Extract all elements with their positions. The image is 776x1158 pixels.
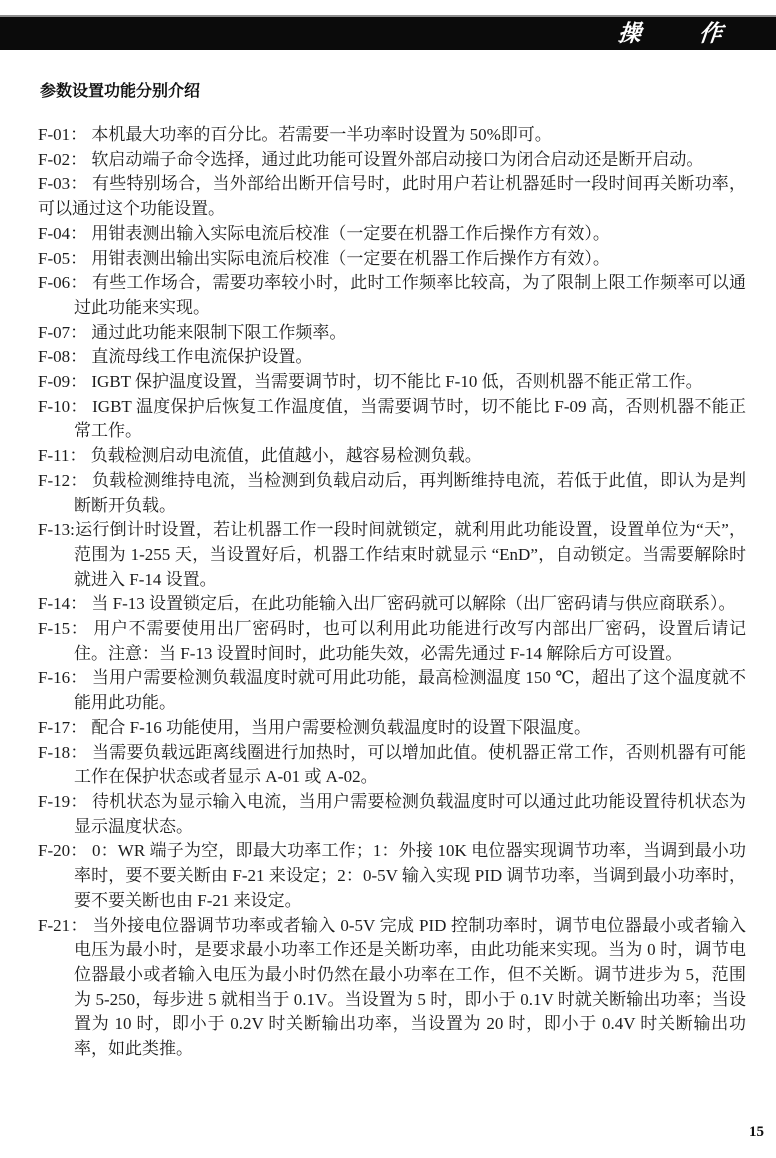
param-text: 0：WR 端子为空，即最大功率工作；1：外接 10K 电位器实现调节功率，当调到最小功率时，要不要关断由 F-21 来设定；2：0-5V 输入实现 PID 调节功率，当调到最小功率时，要不要关断也由 F-21 来设定。 [74, 841, 746, 910]
param-id: F-17： [38, 717, 88, 737]
header-char-zuo: 作 [697, 20, 724, 46]
param-id: F-16： [38, 668, 88, 688]
param-item-f19 [38, 790, 746, 839]
param-text: 当需要负载远距离线圈进行加热时，可以增加此值。使机器正常工作，否则机器有可能工作在保护状态或者显示 A-01 或 A-02。 [74, 742, 747, 787]
param-id: F-12： [38, 470, 88, 490]
parameter-list [38, 123, 746, 1062]
param-text: 通过此功能来限制下限工作频率。 [91, 322, 347, 342]
param-text: 负载检测维持电流，当检测到负载启动后，再判断维持电流，若低于此值，即认为是判断断开负载。 [74, 470, 747, 515]
param-item-f16 [38, 666, 746, 715]
param-id: F-08： [38, 347, 88, 367]
param-id: F-21： [38, 915, 88, 935]
param-text: 配合 F-16 功能使用，当用户需要检测负载温度时的设置下限温度。 [91, 717, 591, 737]
header-bar [0, 17, 776, 50]
param-text: 运行倒计时设置，若让机器工作一段时间就锁定，就利用此功能设置，设置单位为“天”，范围为 1-255 天，当设置好后，机器工作结束时就显示 “EnD”，自动锁定。当需要解除时就进入 F-14 设置。 [74, 520, 746, 589]
param-id: F-18： [38, 742, 88, 762]
param-id: F-04： [38, 223, 88, 243]
param-id: F-03： [38, 174, 88, 194]
page-title: 参数设置功能分别介绍 [40, 83, 201, 100]
page-number: 15 [749, 1124, 764, 1140]
param-item-f07 [38, 321, 746, 346]
param-item-f18 [38, 741, 746, 790]
param-id: F-02： [38, 149, 88, 169]
param-item-f01 [38, 123, 746, 148]
param-id: F-19： [38, 791, 88, 811]
param-item-f21 [38, 914, 746, 1062]
param-item-f02 [38, 148, 746, 173]
param-text: 用钳表测出输入实际电流后校准（一定要在机器工作后操作方有效）。 [91, 223, 610, 243]
param-text: IGBT 保护温度设置，当需要调节时，切不能比 F-10 低，否则机器不能正常工作。 [91, 372, 703, 392]
param-text: 负载检测启动电流值，此值越小，越容易检测负载。 [90, 446, 482, 466]
param-item-f05 [38, 247, 746, 272]
header-char-cao: 操 [616, 20, 643, 46]
param-id: F-15： [38, 619, 89, 639]
param-id: F-01： [38, 125, 88, 144]
param-item-f10 [38, 395, 746, 444]
param-text: 用户不需要使用出厂密码时，也可以利用此功能进行改写内部出厂密码，设置后请记住。注意：当 F-13 设置时间时，此功能失效，必需先通过 F-14 解除后方可设置。 [74, 619, 747, 663]
top-margin [0, 0, 776, 15]
param-text: 有些工作场合，需要功率较小时，此时工作频率比较高，为了限制上限工作频率可以通过此功能来实现。 [74, 273, 747, 317]
param-text: 软启动端子命令选择，通过此功能可设置外部启动接口为闭合启动还是断开启动。 [91, 149, 704, 169]
param-item-f09 [38, 370, 746, 395]
param-id: F-14： [38, 594, 88, 614]
param-item-f17 [38, 716, 746, 741]
param-item-f08 [38, 345, 746, 370]
param-id: F-10： [38, 396, 88, 416]
param-item-f03 [38, 172, 746, 221]
param-id: F-11： [38, 446, 87, 466]
param-text: 当外接电位器调节功率或者输入 0-5V 完成 PID 控制功率时，调节电位器最小或者输入电压为最小时，是要求最小功率工作还是关断功率，由此功能来实现。当为 0 时，调节电位器最小或者输入电压为最小时仍然在最小功率在工作，但不关断。调节进步为 5，范围为 5-250，每步进 5 就相当于 0.1V。当设置为 5 时，即小于 0.1V 时就关断输出功率；当设置为 10 时，即小于 0.2V 时关断输出功率，当设置为 20 时，即小于 0.4V 时关断输出功率，如此类推。 [74, 915, 746, 1059]
param-item-f06 [38, 271, 746, 320]
param-text: 待机状态为显示输入电流，当用户需要检测负载温度时可以通过此功能设置待机状态为显示温度状态。 [74, 791, 747, 836]
param-text: 直流母线工作电流保护设置。 [91, 347, 313, 367]
param-text: 用钳表测出输出实际电流后校准（一定要在机器工作后操作方有效）。 [91, 248, 610, 268]
param-text: 当用户需要检测负载温度时就可用此功能，最高检测温度 150 ℃，超出了这个温度就不能用此功能。 [74, 668, 747, 713]
param-id: F-05： [38, 248, 88, 268]
param-item-f14 [38, 592, 746, 617]
param-text: 本机最大功率的百分比。若需要一半功率时设置为 50%即可。 [91, 125, 552, 144]
param-id: F-09： [38, 372, 88, 392]
param-item-f11 [38, 444, 746, 469]
param-item-f13 [38, 518, 746, 592]
param-item-f15 [38, 617, 746, 666]
param-id: F-13: [38, 520, 75, 540]
param-id: F-20： [38, 841, 88, 861]
param-item-f04 [38, 222, 746, 247]
param-item-f20 [38, 839, 746, 913]
param-text: IGBT 温度保护后恢复工作温度值，当需要调节时，切不能比 F-09 高，否则机器不能正常工作。 [74, 396, 747, 441]
param-id: F-07： [38, 322, 88, 342]
param-item-f12 [38, 469, 746, 518]
param-text: 有些特别场合，当外部给出断开信号时，此时用户若让机器延时一段时间再关断功率，可以通过这个功能设置。 [38, 174, 747, 219]
param-text: 当 F-13 设置锁定后，在此功能输入出厂密码就可以解除（出厂密码请与供应商联系）。 [91, 594, 736, 614]
param-id: F-06： [38, 273, 88, 293]
